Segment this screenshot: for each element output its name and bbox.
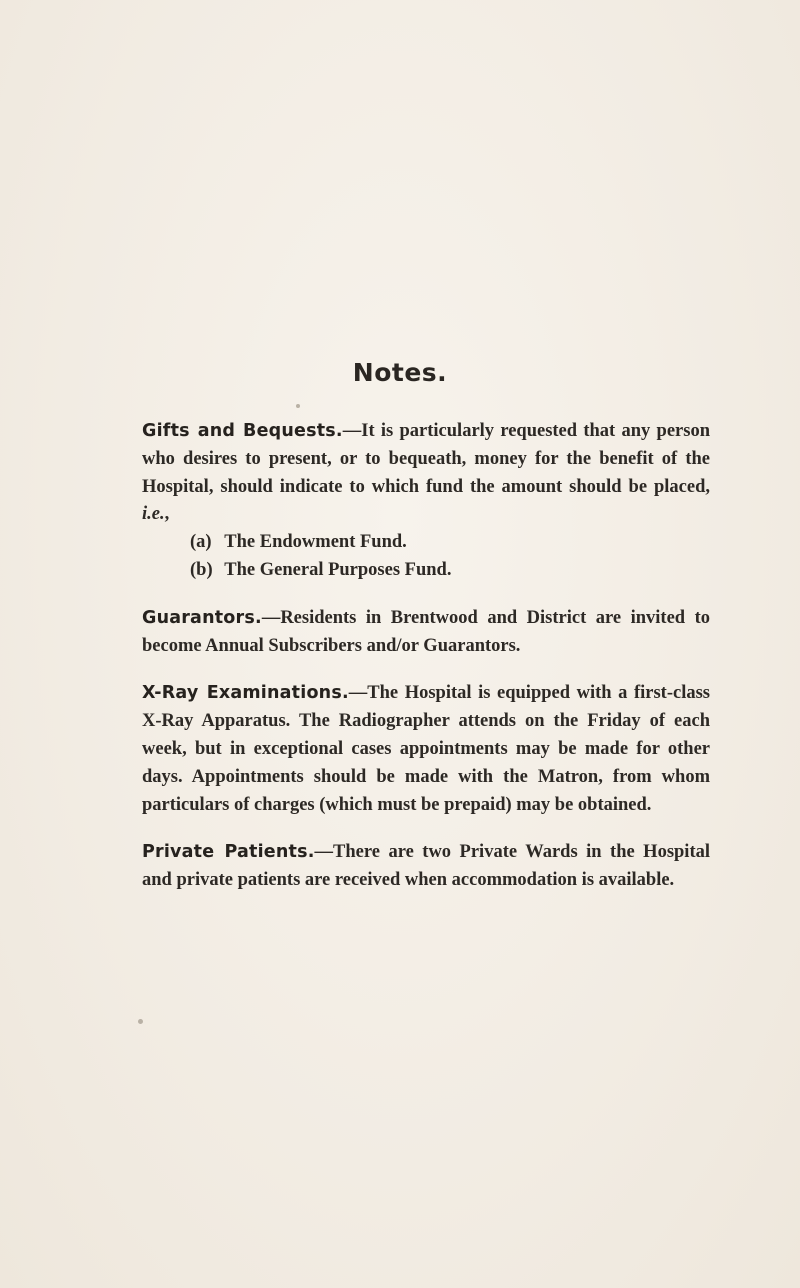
gifts-text: —It is particularly requested that any person who desires to present, or to bequeath, money for the benefit of the Hospital, should indicate to which fund the amount should be placed,	[142, 421, 710, 497]
page-title: Notes.	[352, 358, 448, 387]
paper-speck	[296, 404, 300, 408]
guarantors-paragraph	[142, 605, 710, 661]
paper-speck	[138, 1019, 143, 1024]
gifts-ie: i.e.	[142, 504, 165, 525]
xray-paragraph	[142, 680, 710, 819]
guarantors-text: —Residents in Brentwood and District are invited to become Annual Subscribers and/or Guarantors.	[142, 607, 710, 656]
private-text: —There are two Private Wards in the Hospital and private patients are received when accommodation is available.	[142, 842, 710, 891]
gifts-ie-trailer: ,	[164, 504, 170, 525]
private-paragraph	[142, 839, 710, 895]
fund-list-item	[142, 557, 710, 585]
gifts-paragraph	[142, 418, 710, 585]
fund-list-label: (a)	[190, 532, 212, 553]
fund-list-text: The Endowment Fund.	[224, 532, 407, 553]
guarantors-heading: Guarantors.	[142, 607, 262, 628]
private-heading: Private Patients.	[142, 842, 315, 863]
fund-list-label: (b)	[190, 559, 213, 580]
xray-text: —The Hospital is equipped with a first-class X-Ray Apparatus. The Radiographer attends on the Friday of each week, but in exceptional cases appointments may be made for other days. Appointments should be made with the Matron, from whom particulars of charges (which must be prepaid) may be obtained.	[142, 683, 710, 815]
gifts-heading: Gifts and Bequests.	[142, 421, 343, 441]
xray-heading: X-Ray Examinations.	[142, 683, 349, 704]
fund-list-item	[142, 529, 710, 557]
notes-body	[142, 418, 710, 915]
fund-list-text: The General Purposes Fund.	[224, 559, 452, 580]
